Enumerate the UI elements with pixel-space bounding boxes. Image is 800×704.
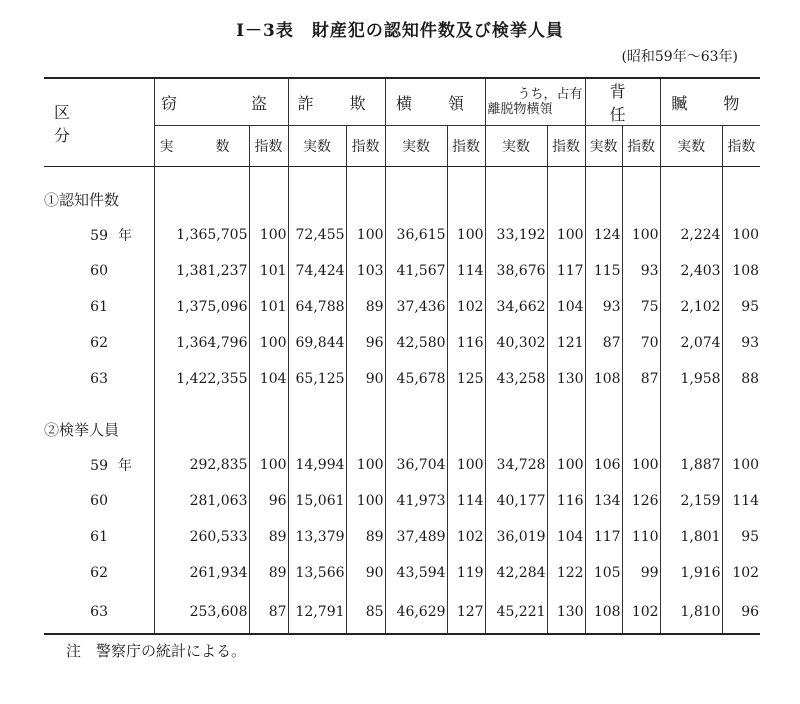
row-label [44,555,154,591]
spacer-cell [288,397,346,411]
actual-count-cell: 43,258 [485,361,547,397]
index-cell: 95 [722,519,760,555]
empty-cell [249,411,288,447]
index-cell: 100 [249,217,288,253]
header-embezzlement [385,78,485,126]
actual-count-cell: 87 [585,325,622,361]
table-row [44,483,760,519]
index-cell: 110 [622,519,660,555]
section-title: ②検挙人員 [44,420,120,439]
row-label [44,253,154,289]
actual-count-cell: 43,594 [385,555,447,591]
empty-cell [585,411,622,447]
empty-cell [249,181,288,217]
actual-count-cell: 13,379 [288,519,346,555]
index-cell: 127 [447,591,485,634]
spacer-cell [249,397,288,411]
row-label [44,325,154,361]
actual-count-cell: 33,192 [485,217,547,253]
year-label: 63 [90,604,108,620]
year-label: 59 [90,228,108,244]
empty-cell [722,411,760,447]
spacer-cell [485,167,547,182]
empty-cell [622,411,660,447]
actual-count-cell: 37,489 [385,519,447,555]
table-row [44,361,760,397]
index-cell: 116 [547,483,585,519]
index-cell: 102 [447,289,485,325]
index-cell: 102 [447,519,485,555]
actual-count-cell: 281,063 [154,483,249,519]
table-row [44,217,760,253]
actual-count-cell: 12,791 [288,591,346,634]
table-row [44,253,760,289]
header-lost-property-embezzlement [485,78,585,126]
spacer-cell [722,167,760,182]
subheader-index: 指数 [547,126,585,167]
actual-count-cell: 108 [585,591,622,634]
empty-cell [346,181,385,217]
subheader-actual: 実数 [660,126,722,167]
empty-cell [154,411,249,447]
actual-count-cell: 261,934 [154,555,249,591]
header-breach-label: 背 任 [609,82,662,124]
actual-count-cell: 41,973 [385,483,447,519]
spacer-cell [547,397,585,411]
empty-cell [288,181,346,217]
empty-cell [547,411,585,447]
source-note: 注 警察庁の統計による。 [66,642,247,660]
actual-count-cell: 1,801 [660,519,722,555]
row-label [44,361,154,397]
actual-count-cell: 36,019 [485,519,547,555]
table-title: Ⅰ－3表 財産犯の認知件数及び検挙人員 [236,21,564,41]
spacer-cell [722,397,760,411]
empty-cell [385,411,447,447]
subheader-index: 指数 [249,126,288,167]
actual-count-cell: 69,844 [288,325,346,361]
index-cell: 108 [722,253,760,289]
actual-count-cell: 93 [585,289,622,325]
table-row [44,325,760,361]
spacer-cell [585,397,622,411]
empty-cell [346,411,385,447]
empty-cell [547,181,585,217]
index-cell: 100 [547,217,585,253]
index-cell: 96 [346,325,385,361]
actual-count-cell: 108 [585,361,622,397]
index-cell: 100 [622,447,660,483]
actual-count-cell: 42,284 [485,555,547,591]
actual-count-cell: 2,102 [660,289,722,325]
table-row [44,591,760,634]
table-row [44,555,760,591]
subheader-index: 指数 [722,126,760,167]
index-cell: 75 [622,289,660,325]
index-cell: 102 [622,591,660,634]
actual-count-cell: 260,533 [154,519,249,555]
spacer-cell [660,397,722,411]
year-label: 62 [90,335,108,351]
index-cell: 100 [447,447,485,483]
actual-count-cell: 1,365,705 [154,217,249,253]
spacer-cell [622,167,660,182]
index-cell: 100 [249,447,288,483]
subheader-actual: 実数 [585,126,622,167]
spacer-cell [385,167,447,182]
spacer-cell [346,167,385,182]
actual-count-cell: 2,403 [660,253,722,289]
period-subtitle: (昭和59年～63年) [621,49,738,65]
spacer-cell [44,397,154,411]
actual-count-cell: 40,177 [485,483,547,519]
header-lost-property-line1: うち，占有 [517,87,583,102]
spacer-cell [44,167,154,182]
index-cell: 130 [547,591,585,634]
subheader-index: 指数 [622,126,660,167]
index-cell: 96 [249,483,288,519]
index-cell: 89 [249,519,288,555]
actual-count-cell: 134 [585,483,622,519]
actual-count-cell: 36,704 [385,447,447,483]
index-cell: 96 [722,591,760,634]
actual-count-cell: 253,608 [154,591,249,634]
index-cell: 114 [447,253,485,289]
empty-cell [722,181,760,217]
actual-count-cell: 2,224 [660,217,722,253]
index-cell: 100 [447,217,485,253]
index-cell: 100 [622,217,660,253]
index-cell: 88 [722,361,760,397]
section-header-row [44,411,760,447]
index-cell: 114 [722,483,760,519]
row-label [44,519,154,555]
row-label-header: 区 分 [44,78,154,167]
row-label [44,217,154,253]
index-cell: 70 [622,325,660,361]
year-suffix: 年 [118,228,132,244]
index-cell: 99 [622,555,660,591]
actual-count-cell: 117 [585,519,622,555]
subheader-actual: 実数 [288,126,346,167]
year-label: 61 [90,299,108,315]
actual-count-cell: 37,436 [385,289,447,325]
table-body [44,167,760,635]
subheader-actual: 実数 [385,126,447,167]
index-cell: 95 [722,289,760,325]
header-lost-property-label [486,87,585,117]
empty-cell [660,411,722,447]
index-cell: 104 [547,289,585,325]
index-cell: 87 [249,591,288,634]
spacer-cell [154,167,249,182]
actual-count-cell: 1,375,096 [154,289,249,325]
empty-cell [154,181,249,217]
subheader-index: 指数 [346,126,385,167]
header-stolen-property [660,78,760,126]
empty-cell [288,411,346,447]
actual-count-cell: 292,835 [154,447,249,483]
empty-cell [485,181,547,217]
index-cell: 85 [346,591,385,634]
actual-count-cell: 15,061 [288,483,346,519]
row-label [44,483,154,519]
header-fraud-label: 詐 欺 [297,93,376,113]
spacer-cell [660,167,722,182]
actual-count-cell: 1,422,355 [154,361,249,397]
index-cell: 100 [249,325,288,361]
index-cell: 87 [622,361,660,397]
header-lost-property-line2: 離脱物横領 [487,102,553,117]
subheader-actual-spaced: 実 数 [159,139,244,155]
actual-count-cell: 1,364,796 [154,325,249,361]
section-header-row [44,181,760,217]
index-cell: 93 [622,253,660,289]
index-cell: 100 [722,217,760,253]
actual-count-cell: 64,788 [288,289,346,325]
actual-count-cell: 36,615 [385,217,447,253]
actual-count-cell: 1,381,237 [154,253,249,289]
year-label: 59 [90,458,108,474]
actual-count-cell: 38,676 [485,253,547,289]
empty-cell [622,181,660,217]
actual-count-cell: 115 [585,253,622,289]
year-label: 63 [90,371,108,387]
year-label: 60 [90,263,108,279]
index-cell: 125 [447,361,485,397]
index-cell: 100 [346,483,385,519]
index-cell: 104 [249,361,288,397]
actual-count-cell: 2,159 [660,483,722,519]
spacer-cell [154,397,249,411]
table-row [44,289,760,325]
table-row [44,447,760,483]
header-fraud [288,78,385,126]
header-theft-label: 窃 盗 [161,93,282,113]
actual-count-cell: 42,580 [385,325,447,361]
spacer-cell [622,397,660,411]
index-cell: 117 [547,253,585,289]
spacer-cell [485,397,547,411]
index-cell: 101 [249,253,288,289]
actual-count-cell: 1,810 [660,591,722,634]
empty-cell [485,411,547,447]
index-cell: 101 [249,289,288,325]
index-cell: 122 [547,555,585,591]
row-label [44,289,154,325]
actual-count-cell: 46,629 [385,591,447,634]
actual-count-cell: 45,678 [385,361,447,397]
spacer-cell [447,167,485,182]
spacer-cell [288,167,346,182]
index-cell: 89 [346,289,385,325]
empty-cell [447,181,485,217]
actual-count-cell: 34,728 [485,447,547,483]
index-cell: 90 [346,361,385,397]
subheader-actual: 実数 [485,126,547,167]
header-stolen-property-label: 贓 物 [671,93,750,113]
spacer-cell [447,397,485,411]
index-cell: 89 [346,519,385,555]
spacer-cell [346,397,385,411]
spacer-cell [585,167,622,182]
actual-count-cell: 106 [585,447,622,483]
index-cell: 100 [547,447,585,483]
header-breach-of-trust [585,78,660,126]
empty-cell [585,181,622,217]
actual-count-cell: 40,302 [485,325,547,361]
actual-count-cell: 1,958 [660,361,722,397]
empty-cell [447,411,485,447]
index-cell: 90 [346,555,385,591]
empty-cell [385,181,447,217]
actual-count-cell: 2,074 [660,325,722,361]
spacer-cell [385,397,447,411]
subheader-index: 指数 [447,126,485,167]
index-cell: 130 [547,361,585,397]
row-label [44,591,154,634]
index-cell: 100 [722,447,760,483]
spacer-row [44,167,760,182]
header-theft [154,78,288,126]
subheader-actual [154,126,249,167]
empty-cell [660,181,722,217]
year-label: 61 [90,529,108,545]
index-cell: 121 [547,325,585,361]
table-row [44,519,760,555]
index-cell: 116 [447,325,485,361]
header-embezzlement-label: 横 領 [396,93,475,113]
year-label: 60 [90,493,108,509]
actual-count-cell: 13,566 [288,555,346,591]
index-cell: 104 [547,519,585,555]
spacer-cell [249,167,288,182]
actual-count-cell: 105 [585,555,622,591]
actual-count-cell: 72,455 [288,217,346,253]
actual-count-cell: 65,125 [288,361,346,397]
actual-count-cell: 1,916 [660,555,722,591]
actual-count-cell: 74,424 [288,253,346,289]
year-label: 62 [90,565,108,581]
actual-count-cell: 124 [585,217,622,253]
spacer-cell [547,167,585,182]
year-suffix: 年 [118,458,132,474]
index-cell: 126 [622,483,660,519]
index-cell: 89 [249,555,288,591]
index-cell: 119 [447,555,485,591]
index-cell: 103 [346,253,385,289]
index-cell: 100 [346,217,385,253]
spacer-row [44,397,760,411]
actual-count-cell: 41,567 [385,253,447,289]
actual-count-cell: 1,887 [660,447,722,483]
section-title: ①認知件数 [44,190,120,209]
actual-count-cell: 34,662 [485,289,547,325]
index-cell: 100 [346,447,385,483]
actual-count-cell: 14,994 [288,447,346,483]
row-label [44,447,154,483]
property-crime-table [44,77,760,645]
actual-count-cell: 45,221 [485,591,547,634]
index-cell: 114 [447,483,485,519]
index-cell: 93 [722,325,760,361]
index-cell: 102 [722,555,760,591]
